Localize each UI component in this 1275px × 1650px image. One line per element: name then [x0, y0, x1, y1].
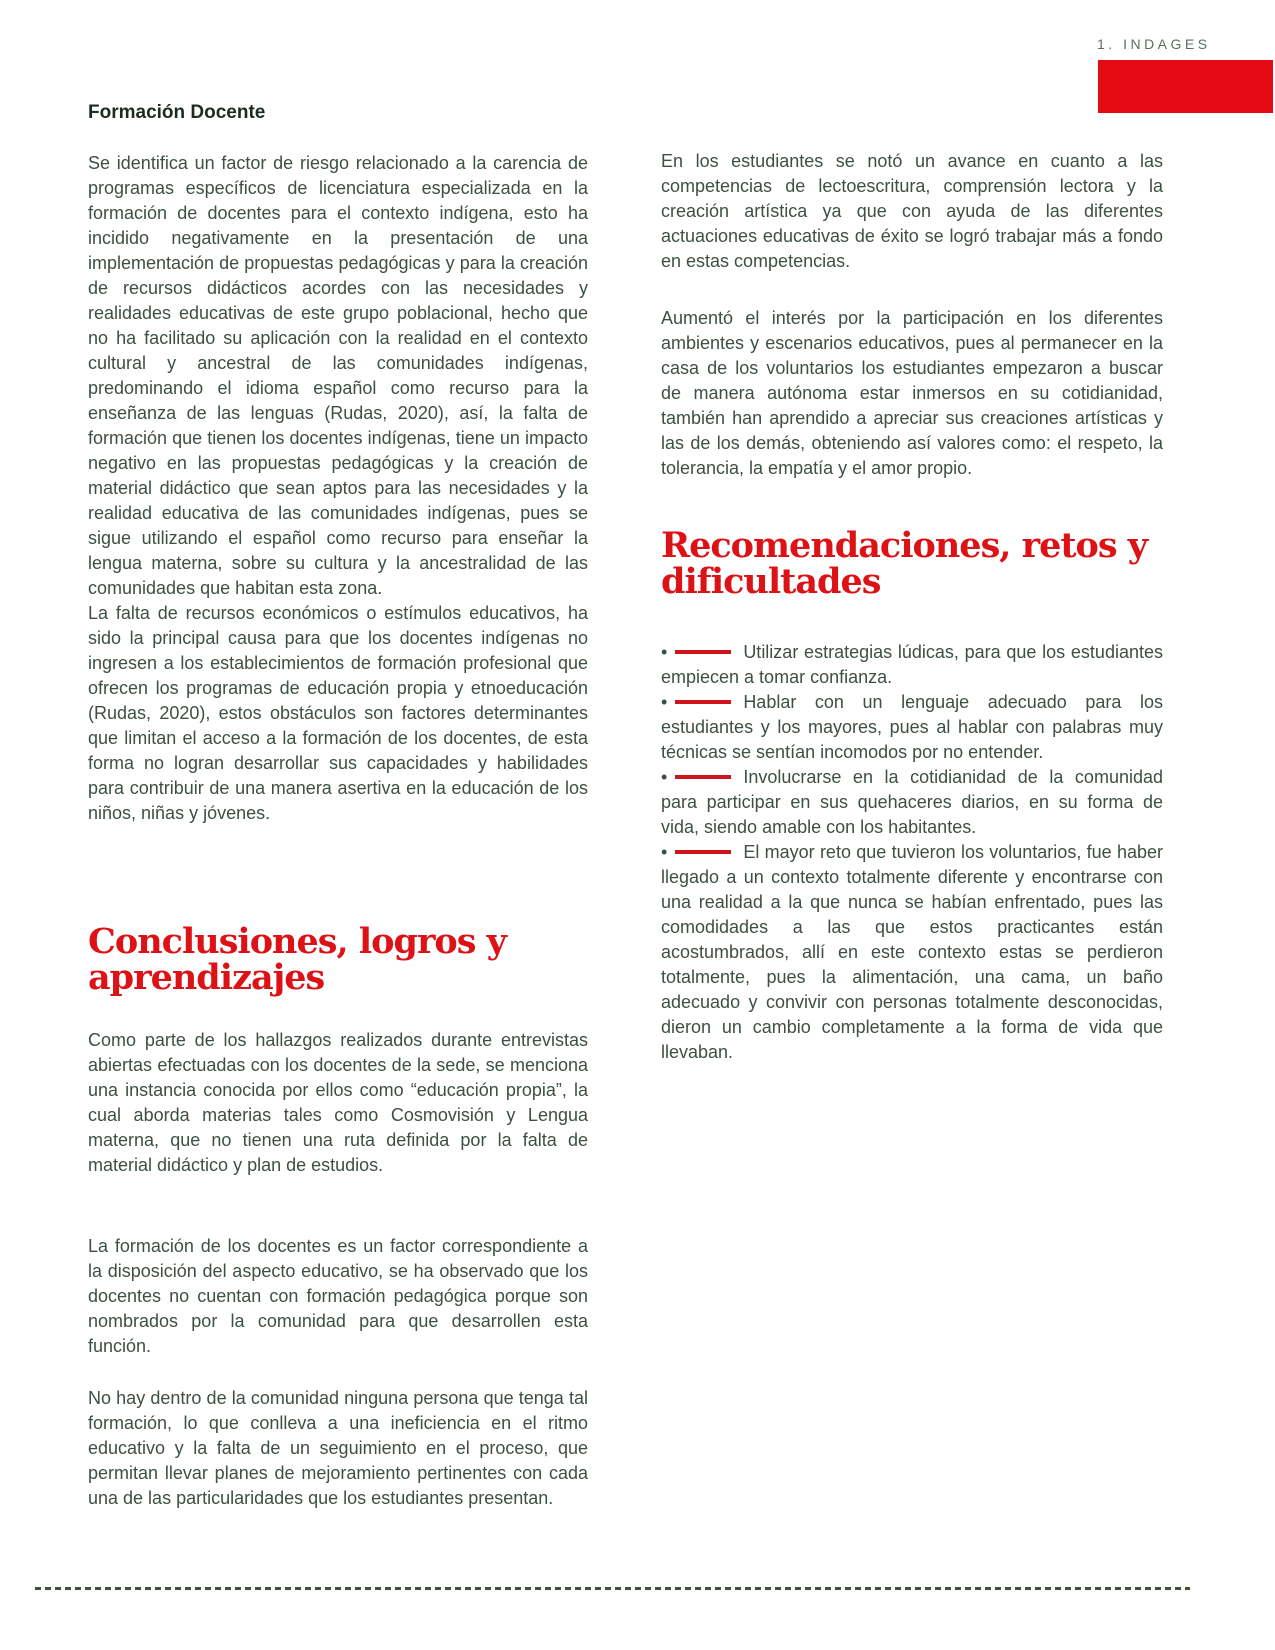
bullet-dot-icon: •	[661, 692, 668, 712]
bullet-item	[661, 690, 1163, 765]
bullet-dash-icon	[675, 700, 731, 704]
bullet-dot-icon: •	[661, 642, 668, 662]
bullet-text: Hablar con un lenguaje adecuado para los estudiantes y los mayores, pues al hablar con palabras muy técnicas se sentían incomodos por no entender.	[661, 692, 1163, 762]
bullet-dot-icon: •	[661, 842, 668, 862]
bullet-dash-icon	[675, 850, 731, 854]
paragraph: Como parte de los hallazgos realizados durante entrevistas abiertas efectuadas con los docentes de la sede, se menciona una instancia conocida por ellos como “educación propia”, la cual aborda materias tales como Cosmovisión y Lengua materna, que no tienen una ruta definida por la falta de material didáctico y plan de estudios.	[88, 1030, 588, 1175]
dashed-divider	[35, 1587, 1190, 1590]
paragraph: En los estudiantes se notó un avance en cuanto a las competencias de lectoescritura, comprensión lectora y la creación artística ya que con ayuda de las diferentes actuaciones educativas de éxito se logró trabajar más a fondo en estas competencias.	[661, 151, 1163, 271]
bullet-dash-icon	[675, 650, 731, 654]
paragraph: Aumentó el interés por la participación en los diferentes ambientes y escenarios educativos, pues al permanecer en la casa de los voluntarios los estudiantes empezaron a buscar de manera autónoma estar inmersos en su cotidianidad, también han aprendido a apreciar sus creaciones artísticas y las de los demás, obteniendo así valores como: el respeto, la tolerancia, la empatía y el amor propio.	[661, 308, 1163, 478]
left-text-block	[88, 151, 588, 826]
bullet-dash-icon	[675, 775, 731, 779]
bullet-item	[661, 765, 1163, 840]
bullet-text: Utilizar estrategias lúdicas, para que los estudiantes empiecen a tomar confianza.	[661, 642, 1163, 687]
bullet-text: El mayor reto que tuvieron los voluntarios, fue haber llegado a un contexto totalmente diferente y encontrarse con una realidad a la que nunca se habían enfrentado, pues las comodidades a las que estos practicantes están acostumbrados, allí en este contexto estas se perdieron totalmente, pues la alimentación, una cama, un baño adecuado y convivir con personas totalmente desconocidas, dieron un cambio completamente a la forma de vida que llevaban.	[661, 842, 1163, 1062]
section-heading-conclusiones: Conclusiones, logros y aprendizajes	[88, 921, 506, 998]
paragraph: No hay dentro de la comunidad ninguna persona que tenga tal formación, lo que conlleva a una ineficiencia en el ritmo educativo y la falta de un seguimiento en el proceso, que permitan llevar planes de mejoramiento pertinentes con cada una de las particularidades que los estudiantes presentan.	[88, 1388, 588, 1508]
bullet-item	[661, 840, 1163, 1065]
bullet-text: Involucrarse en la cotidianidad de la comunidad para participar en sus quehaceres diarios, en su forma de vida, siendo amable con los habitantes.	[661, 767, 1163, 837]
bullet-dot-icon: •	[661, 767, 668, 787]
red-accent-bar	[1098, 60, 1273, 113]
section-number-label: 1. INDAGES	[1097, 36, 1211, 52]
paragraph: Se identifica un factor de riesgo relacionado a la carencia de programas específicos de licenciatura especializada en la formación de docentes para el contexto indígena, esto ha incidido negativamente en la presentación de una implementación de propuestas pedagógicas y para la creación de recursos didácticos acordes con las necesidades y realidades educativas de este grupo poblacional, hecho que no ha facilitado su aplicación con la realidad en el contexto cultural y ancestral de las comunidades indígenas, predominando el idioma español como recurso para la enseñanza de las lenguas (Rudas, 2020), así, la falta de formación que tienen los docentes indígenas, tiene un impacto negativo en las propuestas pedagógicas y la creación de material didáctico que sean aptos para las necesidades y la realidad educativa de las comunidades indígenas, pues se sigue utilizando el español como recurso para enseñar la lengua materna, sobre su cultura y la ancestralidad de las comunidades que habitan esta zona.	[88, 153, 588, 598]
section-heading-recomendaciones: Recomendaciones, retos y dificultades	[661, 525, 1148, 602]
paragraph: La formación de los docentes es un factor correspondiente a la disposición del aspecto educativo, se ha observado que los docentes no cuentan con formación pedagógica porque son nombrados por la comunidad para que desarrollen esta función.	[88, 1236, 588, 1356]
subheading-formacion-docente: Formación Docente	[88, 102, 266, 123]
paragraph: La falta de recursos económicos o estímulos educativos, ha sido la principal causa para que los docentes indígenas no ingresen a los establecimientos de formación profesional que ofrecen los programas de educación propia y etnoeducación (Rudas, 2020), estos obstáculos son factores determinantes que limitan el acceso a la formación de los docentes, de esta forma no logran desarrollar sus capacidades y habilidades para contribuir de una manera asertiva en la educación de los niños, niñas y jóvenes.	[88, 603, 588, 823]
bullet-item	[661, 640, 1163, 690]
bullet-list	[661, 640, 1163, 1065]
